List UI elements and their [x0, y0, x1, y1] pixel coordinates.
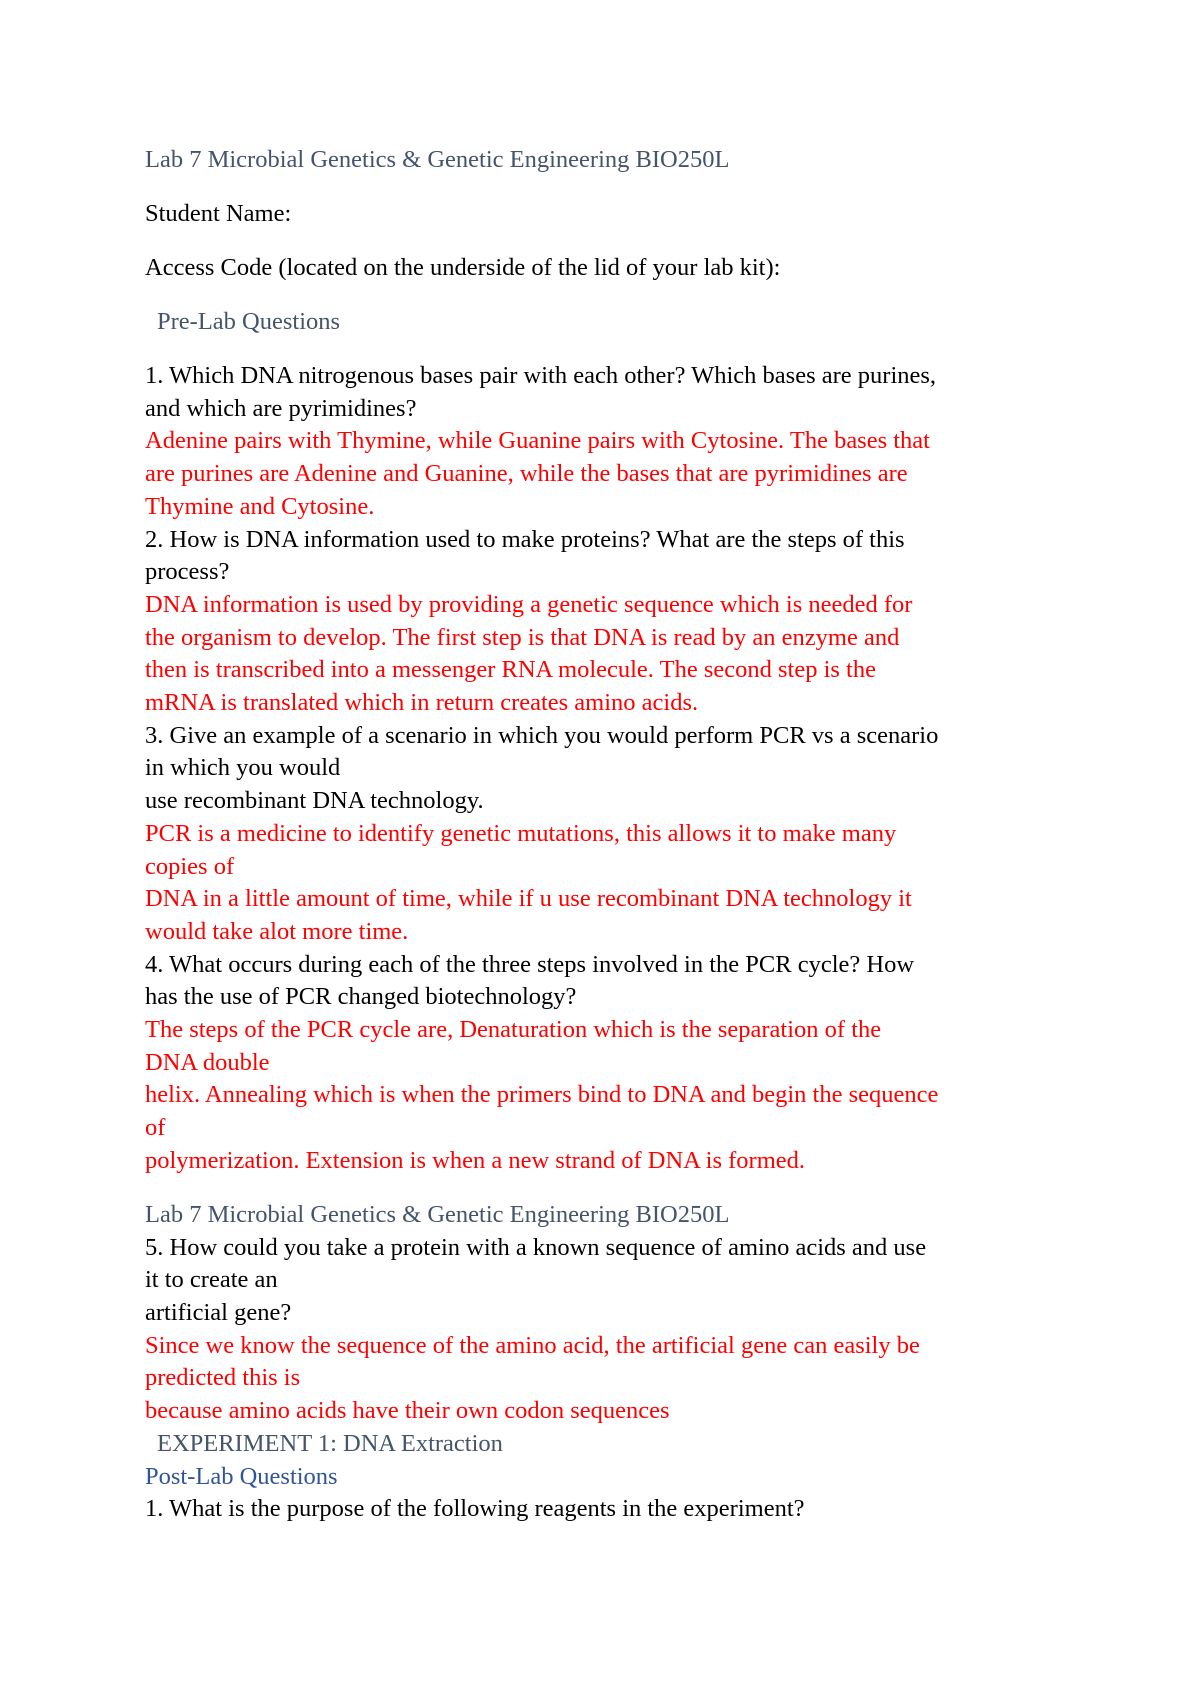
- question-text: it to create an: [145, 1266, 278, 1294]
- answer-text: PCR is a medicine to identify genetic mutations, this allows it to make many: [145, 819, 897, 847]
- answer-text: polymerization. Extension is when a new strand of DNA is formed.: [145, 1146, 806, 1174]
- question-text: in which you would: [145, 754, 341, 782]
- question-1: [145, 360, 1075, 524]
- answer-text: copies of: [145, 852, 235, 880]
- answer-text: the organism to develop. The first step is that DNA is read by an enzyme and: [145, 623, 900, 651]
- answer-text: helix. Annealing which is when the primers bind to DNA and begin the sequence: [145, 1081, 939, 1109]
- answer-text: DNA in a little amount of time, while if u use recombinant DNA technology it: [145, 885, 912, 913]
- answer-text: then is transcribed into a messenger RNA molecule. The second step is the: [145, 656, 876, 684]
- answer-text: of: [145, 1114, 166, 1142]
- question-text: 2. How is DNA information used to make proteins? What are the steps of this: [145, 525, 905, 553]
- question-text: use recombinant DNA technology.: [145, 787, 484, 815]
- experiment-heading: EXPERIMENT 1: DNA Extraction: [157, 1429, 503, 1457]
- answer-text: DNA information is used by providing a genetic sequence which is needed for: [145, 590, 913, 618]
- answer-text: mRNA is translated which in return creates amino acids.: [145, 689, 699, 717]
- document-body: [145, 144, 1075, 1526]
- post-lab-question-1: 1. What is the purpose of the following reagents in the experiment?: [145, 1495, 805, 1523]
- answer-text: would take alot more time.: [145, 917, 409, 945]
- question-text: and which are pyrimidines?: [145, 394, 417, 422]
- question-2: [145, 524, 1075, 720]
- student-name-label: Student Name:: [145, 200, 292, 227]
- question-5: [145, 1232, 1075, 1428]
- answer-text: Since we know the sequence of the amino acid, the artificial gene can easily be: [145, 1331, 920, 1359]
- question-3: [145, 720, 1075, 949]
- answer-text: because amino acids have their own codon sequences: [145, 1397, 670, 1425]
- answer-text: predicted this is: [145, 1364, 301, 1392]
- question-text: process?: [145, 558, 230, 586]
- question-text: 3. Give an example of a scenario in which you would perform PCR vs a scenario: [145, 721, 939, 749]
- answer-text: DNA double: [145, 1048, 270, 1076]
- answer-text: Thymine and Cytosine.: [145, 492, 375, 520]
- answer-text: Adenine pairs with Thymine, while Guanine pairs with Cytosine. The bases that: [145, 427, 930, 455]
- question-text: 1. Which DNA nitrogenous bases pair with each other? Which bases are purines,: [145, 362, 937, 389]
- question-text: 5. How could you take a protein with a known sequence of amino acids and use: [145, 1233, 927, 1261]
- document-title: Lab 7 Microbial Genetics & Genetic Engineering BIO250L: [145, 146, 730, 173]
- question-text: has the use of PCR changed biotechnology?: [145, 983, 577, 1011]
- answer-text: The steps of the PCR cycle are, Denaturation which is the separation of the: [145, 1016, 882, 1044]
- access-code-label: Access Code (located on the underside of the lid of your lab kit):: [145, 254, 781, 281]
- question-text: artificial gene?: [145, 1298, 292, 1326]
- answer-text: are purines are Adenine and Guanine, while the bases that are pyrimidines are: [145, 460, 908, 488]
- post-lab-heading: Post-Lab Questions: [145, 1462, 338, 1490]
- question-4: [145, 949, 1075, 1178]
- repeat-title: Lab 7 Microbial Genetics & Genetic Engineering BIO250L: [145, 1200, 730, 1228]
- question-text: 4. What occurs during each of the three steps involved in the PCR cycle? How: [145, 950, 915, 978]
- pre-lab-heading: Pre-Lab Questions: [157, 308, 341, 335]
